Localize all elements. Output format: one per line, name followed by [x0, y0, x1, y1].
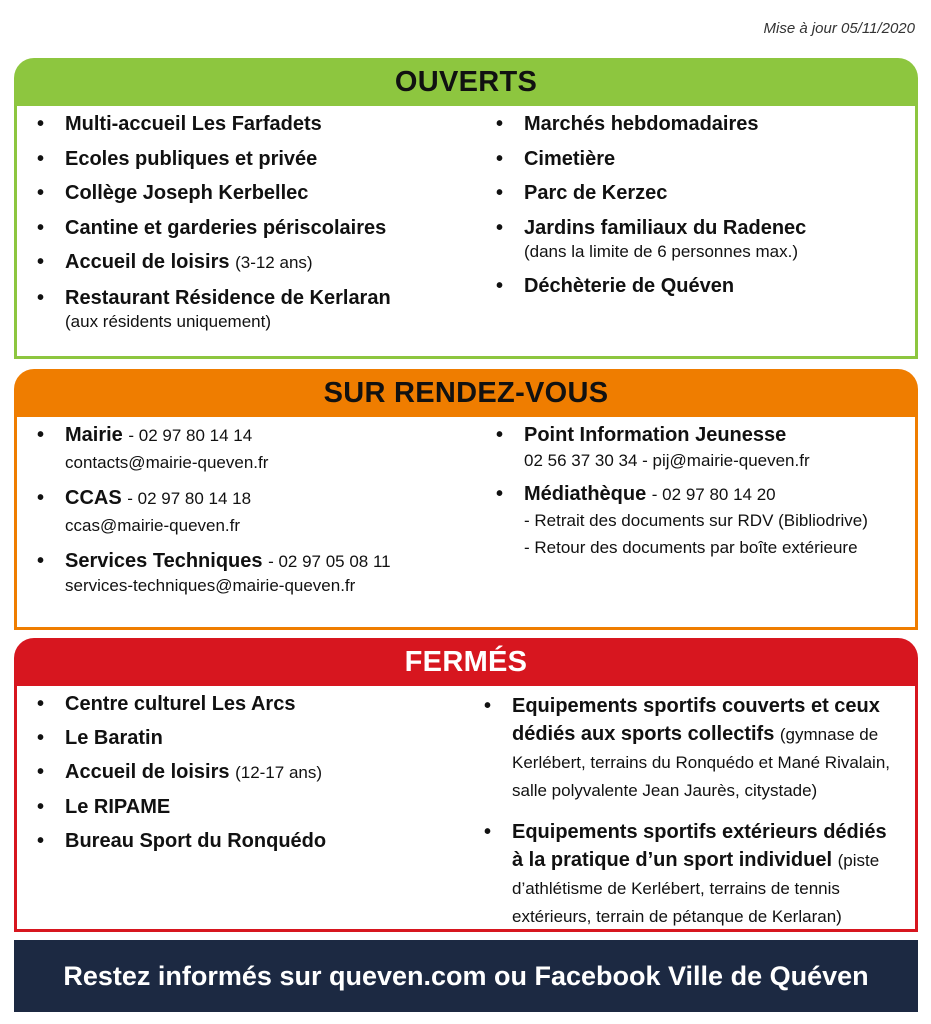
- appointment-body: [14, 417, 918, 630]
- open-panel: [14, 58, 918, 359]
- appointment-title: SUR RENDEZ-VOUS: [14, 369, 918, 417]
- closed-right-column: [464, 692, 915, 929]
- list-item: • Collège Joseph Kerbellec: [35, 181, 476, 205]
- closed-left-column: [17, 692, 464, 929]
- list-item: • Centre culturel Les Arcs: [35, 692, 464, 716]
- appointment-right-column: [476, 423, 915, 627]
- open-right-column: [476, 112, 915, 356]
- open-title: OUVERTS: [14, 58, 918, 106]
- list-item: • Accueil de loisirs (12-17 ans): [35, 760, 464, 785]
- list-item: • Cimetière: [494, 147, 915, 171]
- list-item: • Cantine et garderies périscolaires: [35, 216, 476, 240]
- list-item: • Le Baratin: [35, 726, 464, 750]
- list-item: • Déchèterie de Quéven: [494, 274, 915, 298]
- update-date: Mise à jour 05/11/2020: [763, 20, 915, 37]
- list-item: • CCAS - 02 97 80 14 18 ccas@mairie-queven.fr: [35, 486, 476, 541]
- list-item: • Mairie - 02 97 80 14 14 contacts@mairie-queven.fr: [35, 423, 476, 478]
- list-item: • Le RIPAME: [35, 795, 464, 819]
- list-item: • Marchés hebdomadaires: [494, 112, 915, 136]
- list-item: • Accueil de loisirs (3-12 ans): [35, 250, 476, 275]
- closed-panel: [14, 638, 918, 932]
- closed-title: FERMÉS: [14, 638, 918, 686]
- list-item: • Ecoles publiques et privée: [35, 147, 476, 171]
- list-item: • Bureau Sport du Ronquédo: [35, 829, 464, 853]
- appointment-panel: [14, 369, 918, 630]
- list-item: • Jardins familiaux du Radenec (dans la limite de 6 personnes max.): [494, 216, 915, 264]
- closed-body: [14, 686, 918, 932]
- open-left-column: [17, 112, 476, 356]
- footer-banner: Restez informés sur queven.com ou Facebook Ville de Quéven: [14, 940, 918, 1012]
- list-item: • Restaurant Résidence de Kerlaran (aux résidents uniquement): [35, 286, 476, 334]
- open-body: [14, 106, 918, 359]
- list-item: • Equipements sportifs extérieurs dédiés à la pratique d’un sport individuel (piste d’athlétisme de Kerlébert, terrains de tennis extérieurs, terrain de pétanque de Kerlaran): [482, 818, 915, 930]
- list-item: • Médiathèque - 02 97 80 14 20 - Retrait des documents sur RDV (Bibliodrive) - Retour des documents par boîte extérieure: [494, 482, 915, 561]
- list-item: • Parc de Kerzec: [494, 181, 915, 205]
- list-item: • Point Information Jeunesse 02 56 37 30 34 - pij@mairie-queven.fr: [494, 423, 915, 474]
- list-item: • Multi-accueil Les Farfadets: [35, 112, 476, 136]
- list-item: • Equipements sportifs couverts et ceux dédiés aux sports collectifs (gymnase de Kerlébert, terrains du Ronquédo et Mané Rivalain, salle polyvalente Jean Jaurès, citystade): [482, 692, 915, 804]
- list-item: • Services Techniques - 02 97 05 08 11 services-techniques@mairie-queven.fr: [35, 549, 476, 598]
- appointment-left-column: [17, 423, 476, 627]
